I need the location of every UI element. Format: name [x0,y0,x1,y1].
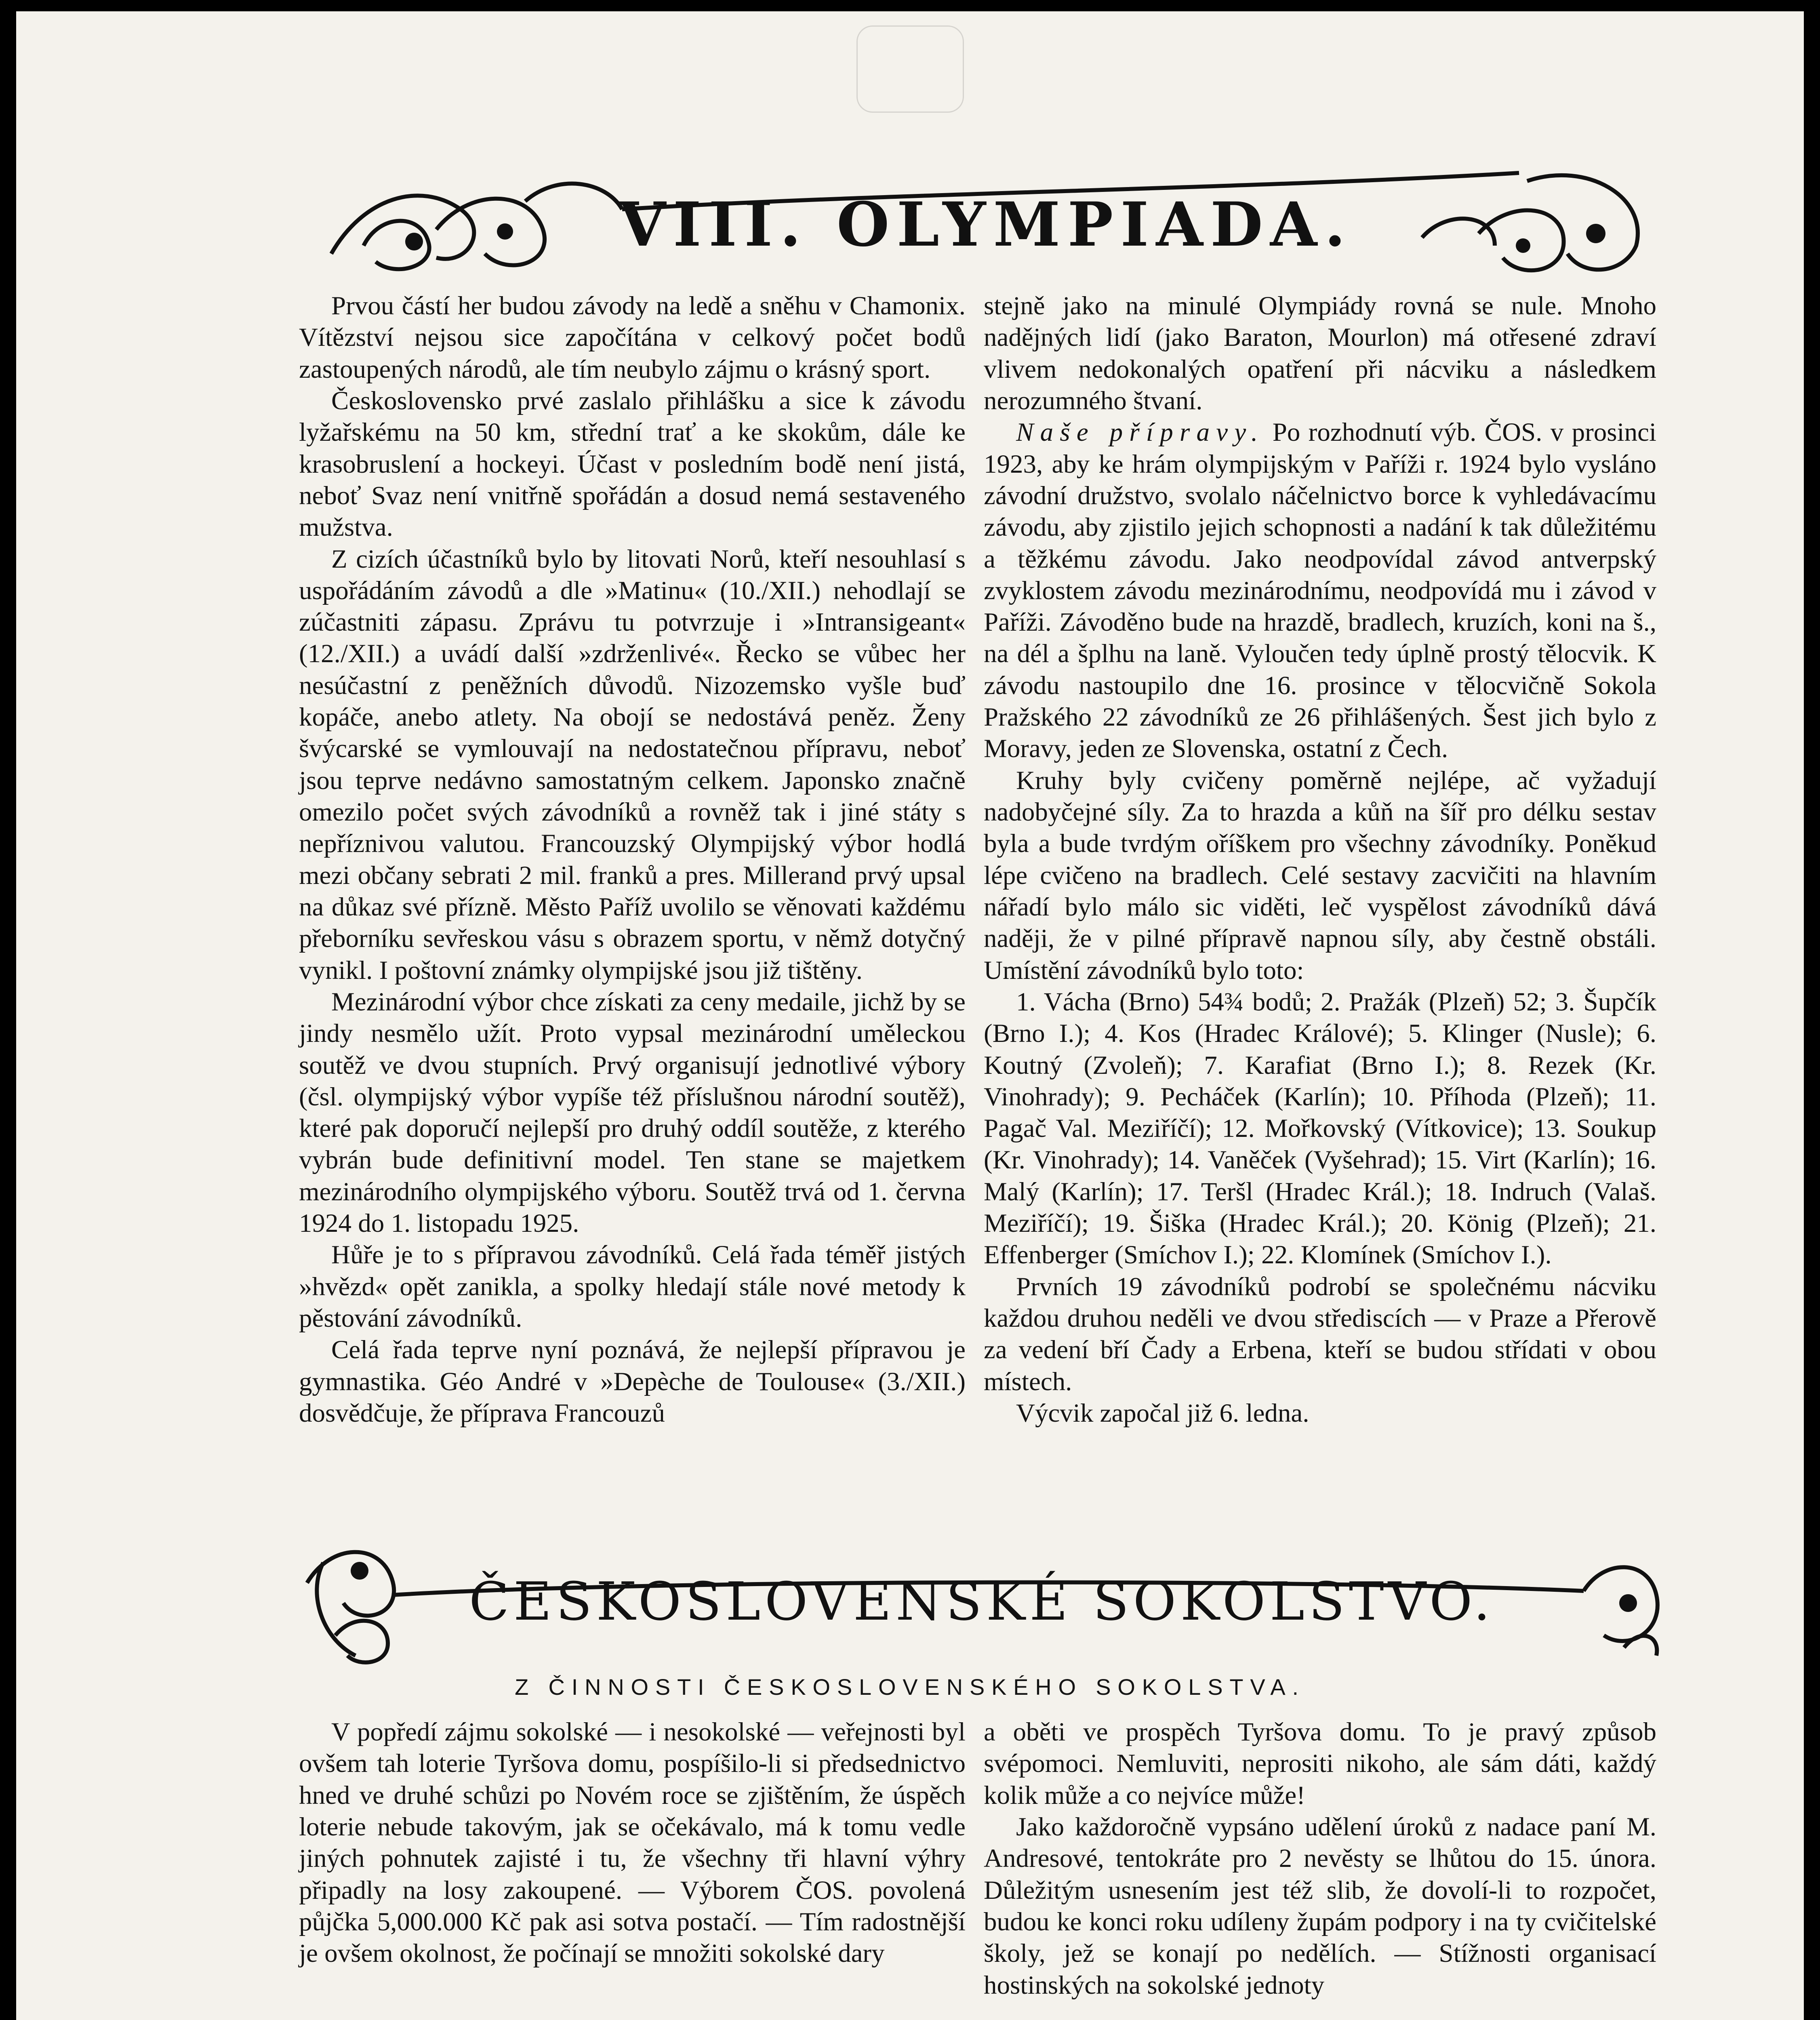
paragraph: Kruhy byly cvičeny poměrně nejlépe, ač vyžadují nadobyčejné síly. Za to hrazda a kůň na šíř pro délku sestav byla a bude tvrdým oříškem pro všechny závodníky. Poněkud lépe cvičeno na bradlech. Celé sestavy zacvičiti na hlavním nářadí bylo málo sic viděti, leč vyspělost závodníků dává naději, že v pilné přípravě napnou síly, aby čestně obstáli. Umístění závodníků bylo toto: [984,766,1656,985]
paragraph-text: Po rozhodnutí výb. ČOS. v prosinci 1923, aby ke hrám olympijským v Paříži r. 1924 bylo vysláno závodní družstvo, svolalo náčelnictvo borce k vyhledávacímu závodu, aby zjistilo jejich schopnosti a nadání k tak důležitému a těžkému závodu. Jako neodpovídal závod antverpský zvyklostem závodu mezinárodnímu, neodpovídá mu i závod v Paříži. Závoděno bude na hrazdě, bradlech, kruzích, koni na š., na dél a šplhu na laně. Vyloučen tedy úplně prostý tělocvik. K závodu nastoupilo dne 16. prosince v tělocvičně Sokola Pražského 22 závodníků ze 26 přihlášených. Šest jich bylo z Moravy, jeden ze Slovenska, ostatní z Čech. [984,418,1656,764]
article2-subheading: Z ČINNOSTI ČESKOSLOVENSKÉHO SOKOLSTVA. [515,1674,1305,1700]
article1-left-column [299,290,966,1429]
paragraph: stejně jako na minulé Olympiády rovná se nule. Mnoho nadějných lidí (jako Baraton, Mourlon) má otřesené zdraví vlivem nedokonalých opatření při nácviku a následkem nerozumného štvaní. [984,291,1656,415]
page [16,11,1804,2020]
banner-title-sokolstvo: ČESKOSLOVENSKÉ SOKOLSTVO. [469,1571,1495,1632]
paragraph: V popředí zájmu sokolské — i nesokolské — veřejnosti byl ovšem tah loterie Tyršova domu, pospíšilo-li si předsednictvo hned ve druhé schůzi po Novém roce se zjištěním, že úspěch loterie nebude takovým, jak se očekávalo, má k tomu vedle jiných pohnutek zajisté i tu, že všechny tři hlavní výhry připadly na losy zakoupené. — Výborem ČOS. povolená půjčka 5,000.000 Kč pak asi sotva postačí. — Tím radostnější je ovšem okolnost, že počínají se množiti sokolské dary [299,1717,966,1968]
paragraph: Hůře je to s přípravou závodníků. Celá řada téměř jistých »hvězd« opět zanikla, a spolky hledají stále nové metody k pěstování závodníků. [299,1240,966,1333]
subheading-nase-pripravy: Naše přípravy. [1016,418,1265,447]
paragraph-nase-pripravy [984,417,1656,764]
article2-right-column [984,1716,1656,2001]
results-list: 1. Vácha (Brno) 54¾ bodů; 2. Pražák (Plzeň) 52; 3. Šupčík (Brno I.); 4. Kos (Hradec Králové); 5. Klinger (Nusle); 6. Koutný (Zvoleň); 7. Karafiat (Brno I.); 8. Rezek (Kr. Vinohrady); 9. Pecháček (Karlín); 10. Příhoda (Plzeň); 11. Pagač Val. Meziříčí); 12. Mořkovský (Vítkovice); 13. Soukup (Kr. Vinohrady); 14. Vaněček (Vyšehrad); 15. Virt (Karlín); 16. Malý (Karlín); 17. Teršl (Hradec Král.); 18. Indruch (Valaš. Meziříčí); 19. Šiška (Hradec Král.); 20. König (Plzeň); 21. Effenberger (Smíchov I.); 22. Klomínek (Smíchov I.). [984,987,1656,1270]
paragraph: Československo prvé zaslalo přihlášku a sice k závodu lyžařskému na 50 km, střední trať a ke skokům, dále ke krasobruslení a hockeyi. Účast v posledním bodě není jistá, neboť Svaz není vnitřně spořádán a dosud nemá sestaveného mužstva. [299,386,966,542]
paragraph: Výcvik započal již 6. ledna. [1016,1398,1309,1428]
paragraph: Mezinárodní výbor chce získati za ceny medaile, jichž by se jindy nesmělo užít. Proto vypsal mezinárodní uměleckou soutěž ve dvou stupních. Prvý organisují jednotlivé výbory (čsl. olympijský výbor vypíše též příslušnou národní soutěž), které pak doporučí nejlepší pro druhý oddíl soutěže, z kterého vybrán bude definitivní model. Ten stane se majetkem mezinárodního olympijského výboru. Soutěž trvá od 1. června 1924 do 1. listopadu 1925. [299,987,966,1238]
paragraph: Jako každoročně vypsáno udělení úroků z nadace paní M. Andresové, tentokráte pro 2 nevěsty se lhůtou do 15. února. Důležitým usnesením jest též slib, že dovolí-li to rozpočet, budou ke konci roku udíleny župám podpory i na ty cvičitelské školy, jež se konají po nedělích. — Stížnosti organisací hostinských na sokolské jednoty [984,1812,1656,2000]
paragraph: Celá řada teprve nyní poznává, že nejlepší přípravou je gymnastika. Géo André v »Depèche de Toulouse« (3./XII.) dosvědčuje, že příprava Francouzů [299,1335,966,1428]
olympiada-banner [315,165,1656,286]
smudge-mark [856,25,964,113]
article2-left-column [299,1716,966,1970]
banner-title-olympiada: VIII. OLYMPIADA. [619,189,1353,260]
paragraph: Prvních 19 závodníků podrobí se společnému nácviku každou druhou neděli ve dvou střediscích — v Praze a Přerově za vedení bří Čady a Erbena, kteří se budou střídati v obou místech. [984,1272,1656,1396]
paragraph: Z cizích účastníků bylo by litovati Norů, kteří nesouhlasí s uspořádáním závodů a dle »Matinu« (10./XII.) nehodlají se zúčastniti zápasu. Zprávu tu potvrzuje i »Intransigeant« (12./XII.) a uvádí další »zdrženlivé«. Řecko se vůbec her nesúčastní z peněžních důvodů. Nizozemsko vyšle buď kopáče, anebo atlety. Na obojí se nedostává peněz. Ženy švýcarské se vymlouvají na nedostatečnou přípravu, neboť jsou teprve nedávno samostatným celkem. Japonsko značně omezilo počet svých závodníků a rovněž tak i jiné státy s nepříznivou valutou. Francouzský Olympijský výbor hodlá mezi občany sebrati 2 mil. franků a pres. Millerand prvý upsal na důkaz své přízně. Město Paříž uvolilo se věnovati každému přeborníku sevřeskou vásu s obrazem sportu, v němž dotyčný vynikl. I poštovní známky olympijské jsou již tištěny. [299,544,966,985]
paragraph: Prvou částí her budou závody na ledě a sněhu v Chamonix. Vítězství nejsou sice započítána v celkový počet bodů zastoupených národů, ale tím neubylo zájmu o krásný sport. [299,291,966,384]
sokolstvo-banner [299,1534,1664,1668]
article1-right-column [984,290,1656,1429]
paragraph: a oběti ve prospěch Tyršova domu. To je pravý způsob svépomoci. Nemluviti, neprositi nikoho, ale sám dáti, každý kolik může a co nejvíce může! [984,1717,1656,1810]
